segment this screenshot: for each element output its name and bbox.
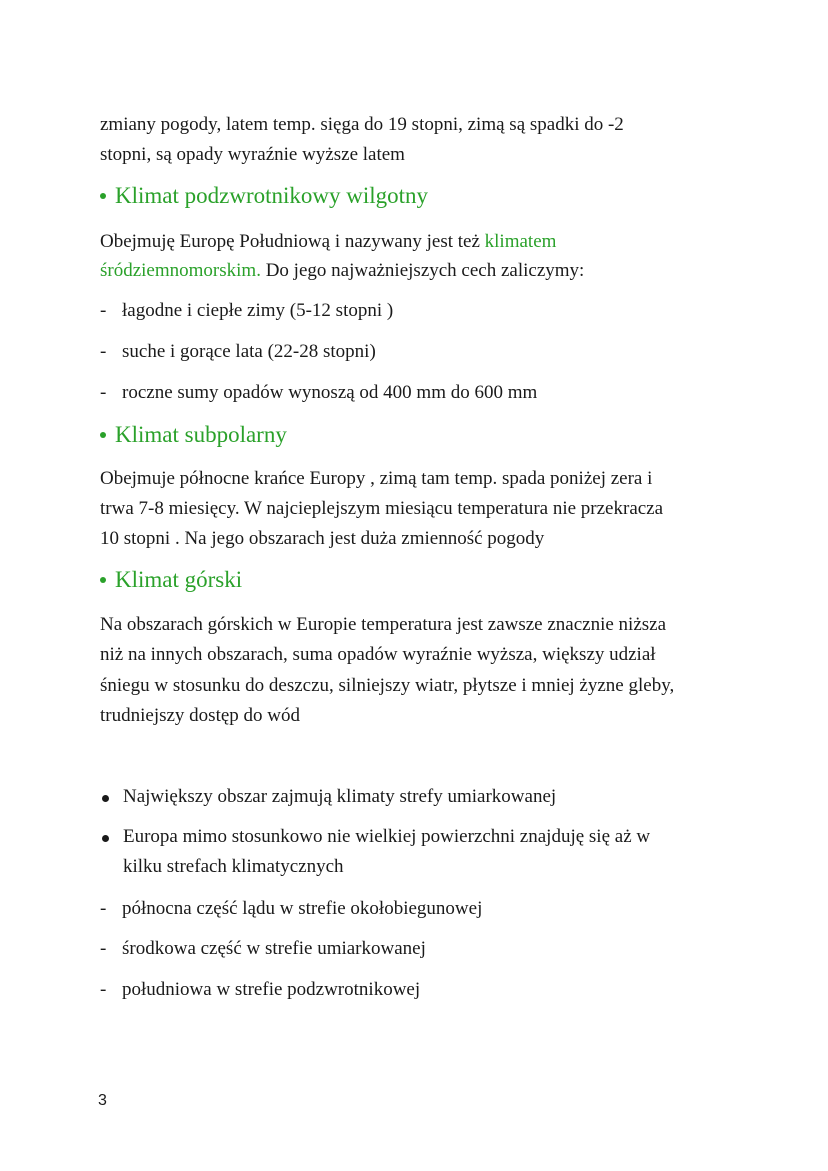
text-span: Do jego najważniejszych cech zaliczymy: (260, 260, 585, 281)
bullet-text-line-2: kilku strefach klimatycznych (123, 856, 344, 877)
bullet-dot-icon (102, 795, 109, 802)
subpolar-line-2: trwa 7-8 miesięcy. W najcieplejszym miesiącu temperatura nie przekracza (100, 498, 664, 519)
mountain-line-4: trudniejszy dostęp do wód (100, 705, 301, 726)
dash-icon: - (100, 341, 107, 362)
list-item-text: suche i gorące lata (22-28 stopni) (122, 341, 376, 362)
list-item (100, 934, 426, 964)
bullet-dot-icon (102, 835, 109, 842)
list-item (100, 975, 420, 1005)
list-item-text: łagodne i ciepłe zimy (5-12 stopni ) (122, 300, 394, 321)
highlight-text: śródziemnomorskim. (100, 260, 261, 281)
list-item (100, 337, 376, 367)
bullet-text: Największy obszar zajmują klimaty strefy umiarkowanej (123, 786, 557, 807)
dash-icon: - (100, 382, 107, 403)
summary-bullet (100, 782, 743, 812)
mountain-line-1: Na obszarach górskich w Europie temperatura jest zawsze znacznie niższa (100, 614, 667, 635)
dash-icon: - (100, 979, 107, 1000)
intro-line-2: stopni, są opady wyraźnie wyższe latem (100, 144, 405, 165)
highlight-text: klimatem (484, 231, 557, 252)
subpolar-line-1: Obejmuje północne krańce Europy , zimą tam temp. spada poniżej zera i (100, 468, 653, 489)
heading-subpolar (100, 420, 287, 450)
dash-icon: - (100, 898, 107, 919)
list-item (100, 296, 393, 326)
dash-icon: - (100, 300, 107, 321)
heading-text: Klimat górski (115, 567, 243, 592)
mountain-line-2: niż na innych obszarach, suma opadów wyraźnie wyższa, większy udział (100, 644, 656, 665)
wet-subtropical-line-1 (100, 227, 556, 257)
list-item-text: południowa w strefie podzwrotnikowej (122, 979, 421, 1000)
heading-text: Klimat podzwrotnikowy wilgotny (115, 183, 429, 208)
intro-line-1: zmiany pogody, latem temp. sięga do 19 stopni, zimą są spadki do -2 (100, 114, 624, 135)
subpolar-line-3: 10 stopni . Na jego obszarach jest duża zmienność pogody (100, 528, 545, 549)
mountain-line-3: śniegu w stosunku do deszczu, silniejszy wiatr, płytsze i mniej żyzne gleby, (100, 675, 675, 696)
summary-bullet (100, 822, 743, 882)
page-number: 3 (98, 1092, 107, 1109)
text-span: Obejmuję Europę Południową i nazywany jest też (100, 231, 485, 252)
bullet-dot-icon (100, 193, 106, 199)
heading-wet-subtropical (100, 181, 428, 211)
bullet-text-line-1: Europa mimo stosunkowo nie wielkiej powierzchni znajduję się aż w (123, 826, 651, 847)
wet-subtropical-line-2 (100, 256, 584, 286)
list-item-text: środkowa część w strefie umiarkowanej (122, 938, 426, 959)
bullet-dot-icon (100, 432, 106, 438)
list-item (100, 894, 482, 924)
heading-text: Klimat subpolarny (115, 422, 287, 447)
list-item (100, 378, 537, 408)
heading-mountain (100, 565, 242, 595)
bullet-dot-icon (100, 577, 106, 583)
list-item-text: roczne sumy opadów wynoszą od 400 mm do 600 mm (122, 382, 538, 403)
list-item-text: północna część lądu w strefie okołobiegunowej (122, 898, 483, 919)
dash-icon: - (100, 938, 107, 959)
